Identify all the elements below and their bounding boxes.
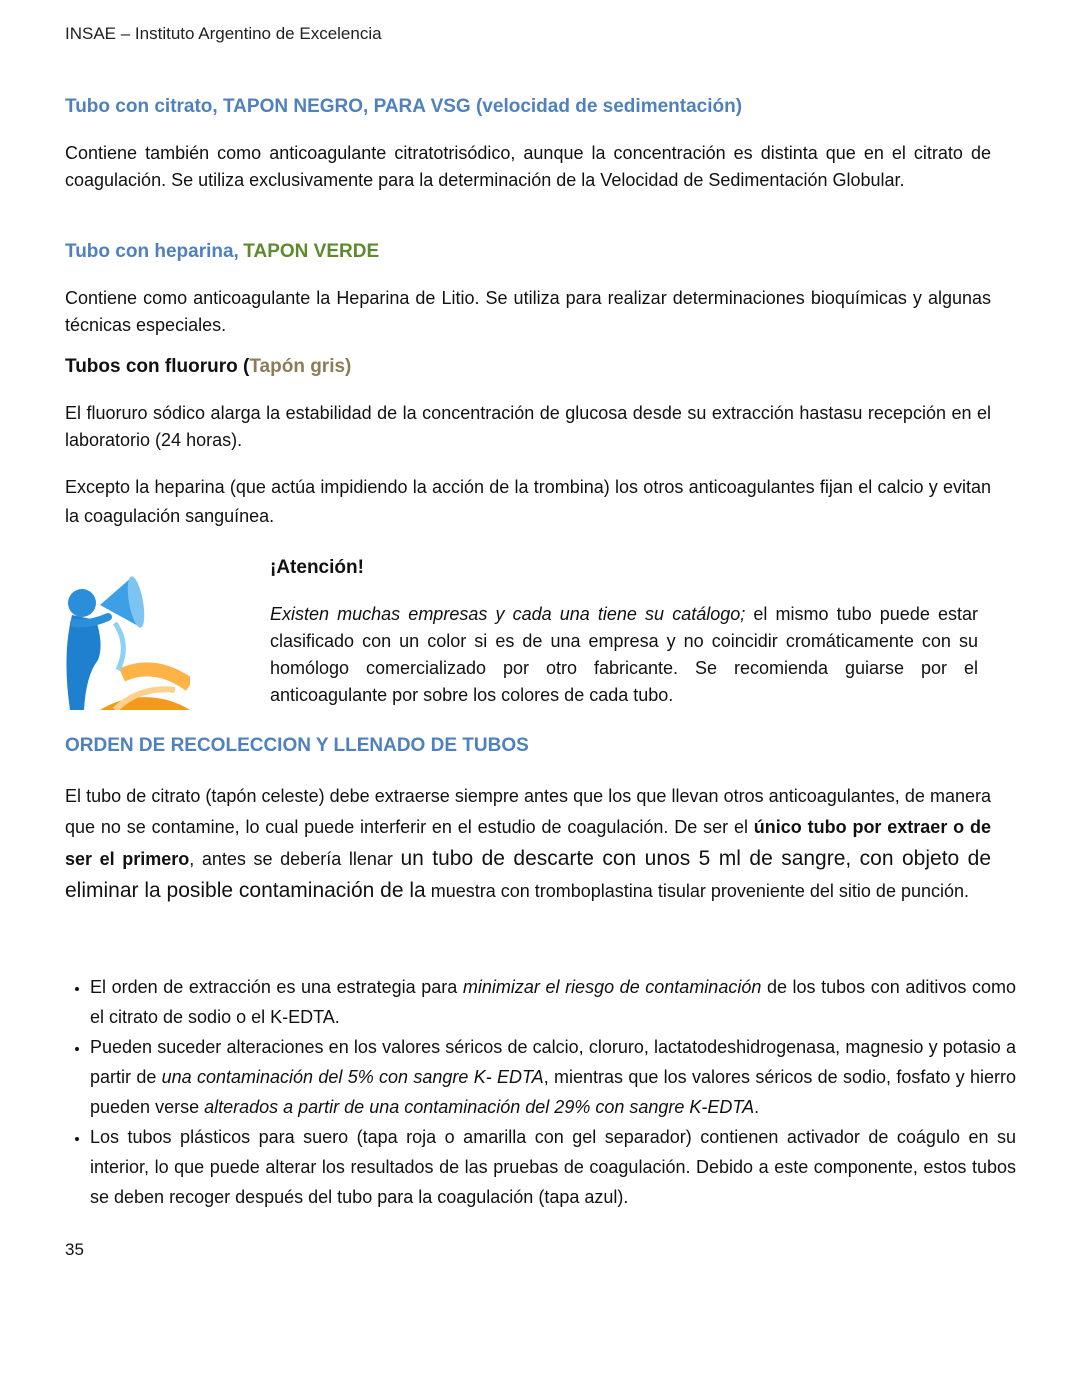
note-heparina: Excepto la heparina (que actúa impidiendo la acción de la trombina) los otros anticoagulantes fijan el calcio y evitan la coagulación sanguínea.	[65, 477, 991, 526]
attention-rest: el mismo tubo puede estar clasificado con un color si es de una empresa y no coincidir cromáticamente con su homólogo comercializado por otro fabricante. Se recomienda guiarse por el anticoagulante por sobre los colores de cada tubo.	[270, 604, 978, 705]
list-item: • Pueden suceder alteraciones en los valores séricos de calcio, cloruro, lactatodeshidrogenasa, magnesio y potasio a partir de una contaminación del 5% con sangre K- EDTA, mientras que los valores séricos de sodio, fosfato y hierro pueden verse alterados a partir de una contaminación del 29% con sangre K-EDTA.	[90, 1032, 1016, 1122]
list-item: • Los tubos plásticos para suero (tapa roja o amarilla con gel separador) contienen activador de coágulo en su interior, lo que puede alterar los resultados de las pruebas de coagulación. Debido a este componente, estos tubos se deben recoger después del tubo para la coagulación (tapa azul).	[90, 1122, 1016, 1212]
section-heparina	[65, 241, 991, 339]
section-heparina-body: Contiene como anticoagulante la Heparina de Litio. Se utiliza para realizar determinaciones bioquímicas y algunas técnicas especiales.	[65, 288, 991, 335]
section-heparina-title-a: Tubo con heparina,	[65, 241, 239, 262]
orden-text-3: muestra con tromboplastina tisular proveniente del sitio de punción.	[425, 881, 970, 901]
attention-italic: Existen muchas empresas y cada una tiene su catálogo;	[270, 604, 746, 624]
section-vsg-body: Contiene también como anticoagulante citratotrisódico, aunque la concentración es distinta que en el citrato de coagulación. Se utiliza exclusivamente para la determinación de la Velocidad de Sedimentación Globular.	[65, 143, 991, 190]
section-orden-title: ORDEN DE RECOLECCION Y LLENADO DE TUBOS	[65, 735, 529, 756]
section-fluoruro-title-a: Tubos con fluoruro (	[65, 356, 250, 377]
orden-big: un tubo de descarte con unos 5 ml de sangre, con objeto de eliminar la posible contaminación de la	[65, 847, 992, 902]
section-vsg-title: Tubo con citrato, TAPON NEGRO, PARA VSG (velocidad de sedimentación)	[65, 96, 743, 117]
section-orden-body	[65, 781, 991, 907]
attention-title: ¡Atención!	[270, 557, 364, 578]
orden-text-2: , antes se debería llenar	[189, 849, 401, 869]
orden-text-1: El tubo de citrato (tapón celeste) debe extraerse siempre antes que los que llevan otros anticoagulantes, de manera que no se contamine, lo cual puede interferir en el estudio de coagulación. De ser el	[65, 786, 991, 837]
orden-bold: único tubo por extraer o de ser el primero	[65, 817, 991, 869]
section-fluoruro-title-b: Tapón gris)	[249, 356, 352, 377]
attention-box	[270, 557, 978, 709]
attention-text	[270, 601, 978, 709]
bullet-list	[65, 972, 1016, 1212]
section-heparina-title-b: TAPON VERDE	[243, 241, 380, 262]
section-orden	[65, 735, 991, 907]
section-fluoruro-body: El fluoruro sódico alarga la estabilidad de la concentración de glucosa desde su extracción hastasu recepción en el laboratorio (24 horas).	[65, 403, 991, 450]
section-fluoruro	[65, 356, 991, 454]
page-number: 35	[65, 1240, 84, 1259]
megaphone-figure-icon	[60, 565, 190, 710]
page-header: INSAE – Instituto Argentino de Excelencia	[65, 24, 382, 43]
section-vsg	[65, 96, 991, 194]
list-item: • El orden de extracción es una estrategia para minimizar el riesgo de contaminación de los tubos con aditivos como el citrato de sodio o el K-EDTA.	[90, 972, 1016, 1032]
